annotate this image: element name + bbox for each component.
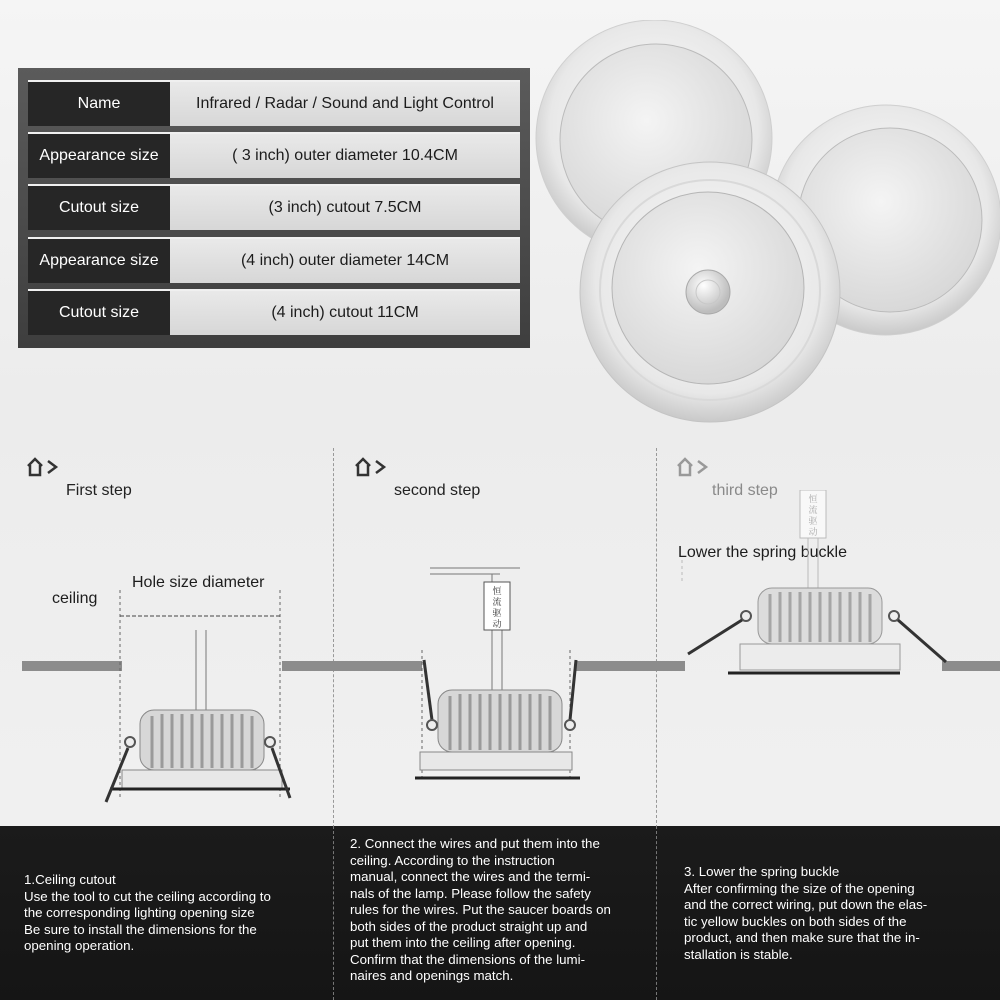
instr-divider <box>333 826 334 1000</box>
home-icon <box>354 456 394 478</box>
hole-size-label: Hole size diameter <box>132 574 265 591</box>
heat-sink-icon <box>140 710 264 770</box>
spec-value: (3 inch) cutout 7.5CM <box>170 186 520 230</box>
instruction-step-3 <box>684 864 927 963</box>
spec-key: Appearance size <box>28 239 170 283</box>
home-icon <box>26 456 66 478</box>
spec-row-appearance-3in <box>28 132 520 178</box>
instruction-line: stallation is stable. <box>684 946 793 962</box>
spec-key: Cutout size <box>28 186 170 230</box>
instruction-line: Confirm that the dimensions of the lumi- <box>350 951 586 967</box>
spec-key: Cutout size <box>28 291 170 335</box>
instruction-line: naires and openings match. <box>350 968 514 983</box>
spec-key: Name <box>28 82 170 126</box>
product-photo <box>530 20 1000 440</box>
step3-diagram <box>680 490 960 690</box>
spec-key: Appearance size <box>28 134 170 178</box>
spring-buckle-label: Lower the spring buckle <box>678 544 847 561</box>
instruction-line: product, and then make sure that the in- <box>684 930 920 945</box>
instruction-line: Be sure to install the dimensions for the <box>24 921 257 937</box>
instruction-step-2 <box>350 836 611 985</box>
spec-row-appearance-4in <box>28 237 520 283</box>
home-icon <box>676 456 716 478</box>
step-title-second: second step <box>394 482 481 499</box>
step-divider <box>656 448 657 828</box>
step2-diagram <box>410 560 600 790</box>
svg-text:动: 动 <box>808 528 818 538</box>
instr-divider <box>656 826 657 1000</box>
svg-text:恒: 恒 <box>808 495 818 505</box>
ceiling-label: ceiling <box>52 590 98 607</box>
step-divider <box>333 448 334 828</box>
instruction-line: manual, connect the wires and the termi- <box>350 869 591 884</box>
instruction-line: the corresponding lighting opening size <box>24 905 255 920</box>
instruction-line: nals of the lamp. Please follow the safety <box>350 885 591 901</box>
spec-value: (4 inch) cutout 11CM <box>170 291 520 335</box>
instruction-line: put them into the ceiling after opening. <box>350 935 576 950</box>
instruction-line: ceiling. According to the instruction <box>350 852 555 868</box>
instructions-panel <box>0 826 1000 1000</box>
instruction-line: After confirming the size of the opening <box>684 880 915 896</box>
instruction-step-1 <box>24 872 271 955</box>
svg-text:流: 流 <box>492 598 502 608</box>
instruction-line: and the correct wiring, put down the elas- <box>684 897 928 912</box>
lamp-front-sensor <box>580 162 840 422</box>
spec-value: Infrared / Radar / Sound and Light Control <box>170 82 520 126</box>
instruction-line: Use the tool to cut the ceiling according to <box>24 888 271 904</box>
spec-table <box>18 68 530 348</box>
svg-text:动: 动 <box>492 620 502 630</box>
spec-value: ( 3 inch) outer diameter 10.4CM <box>170 134 520 178</box>
instruction-line: 1.Ceiling cutout <box>24 872 116 887</box>
spec-row-name <box>28 80 520 126</box>
spec-value: (4 inch) outer diameter 14CM <box>170 239 520 283</box>
svg-text:流: 流 <box>808 506 818 516</box>
instruction-line: opening operation. <box>24 938 135 953</box>
pir-sensor-icon <box>686 270 730 314</box>
spec-row-cutout-4in <box>28 289 520 335</box>
step-title-third: third step <box>712 482 778 499</box>
step-title-first: First step <box>66 482 132 499</box>
instruction-line: rules for the wires. Put the saucer boards on <box>350 902 611 917</box>
instruction-line: tic yellow buckles on both sides of the <box>684 913 907 929</box>
instruction-line: both sides of the product straight up and <box>350 918 588 934</box>
instruction-line: 2. Connect the wires and put them into the <box>350 836 600 851</box>
spec-row-cutout-3in <box>28 184 520 230</box>
svg-text:恒: 恒 <box>492 587 502 597</box>
step1-diagram <box>90 590 310 810</box>
svg-text:驱: 驱 <box>808 517 818 527</box>
svg-text:驱: 驱 <box>492 609 502 619</box>
instruction-line: 3. Lower the spring buckle <box>684 864 840 879</box>
